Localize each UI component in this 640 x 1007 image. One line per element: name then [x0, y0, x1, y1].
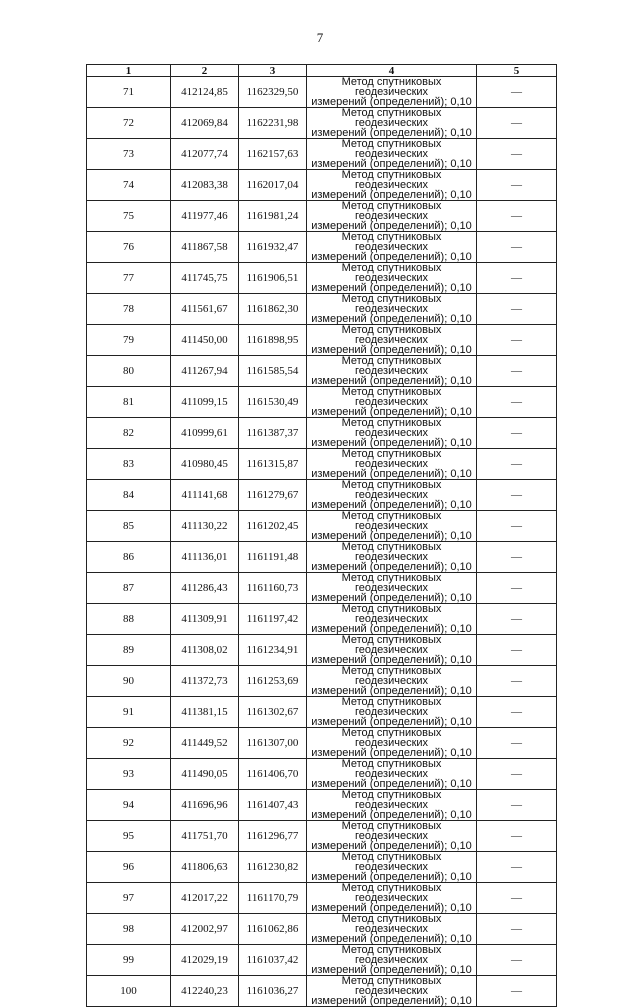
method-line-2: измерений (определений); 0,10 — [311, 158, 472, 170]
x-coordinate-cell: 411286,43 — [171, 573, 239, 604]
table-row — [87, 449, 557, 480]
x-coordinate-cell: 411867,58 — [171, 232, 239, 263]
point-number-cell: 82 — [87, 418, 171, 449]
x-coordinate-cell: 411490,05 — [171, 759, 239, 790]
table-row — [87, 573, 557, 604]
table-row — [87, 821, 557, 852]
x-coordinate-cell: 411806,63 — [171, 852, 239, 883]
method-line-2: измерений (определений); 0,10 — [311, 313, 472, 325]
x-coordinate-cell: 411696,96 — [171, 790, 239, 821]
method-line-2: измерений (определений); 0,10 — [311, 406, 472, 418]
note-cell: — — [477, 604, 557, 635]
note-cell: — — [477, 573, 557, 604]
method-line-2: измерений (определений); 0,10 — [311, 995, 472, 1007]
method-line-2: измерений (определений); 0,10 — [311, 561, 472, 573]
coordinates-table — [86, 64, 557, 1007]
method-line-2: измерений (определений); 0,10 — [311, 375, 472, 387]
y-coordinate-cell: 1162017,04 — [239, 170, 307, 201]
y-coordinate-cell: 1161406,70 — [239, 759, 307, 790]
note-cell: — — [477, 821, 557, 852]
note-cell: — — [477, 170, 557, 201]
y-coordinate-cell: 1161906,51 — [239, 263, 307, 294]
method-line-1: Метод спутниковых геодезических — [341, 541, 442, 563]
x-coordinate-cell: 410999,61 — [171, 418, 239, 449]
method-cell — [307, 263, 477, 294]
method-line-1: Метод спутниковых геодезических — [341, 944, 442, 966]
point-number-cell: 80 — [87, 356, 171, 387]
point-number-cell: 86 — [87, 542, 171, 573]
note-cell: — — [477, 449, 557, 480]
table-row — [87, 356, 557, 387]
table-row — [87, 759, 557, 790]
point-number-cell: 75 — [87, 201, 171, 232]
method-line-2: измерений (определений); 0,10 — [311, 654, 472, 666]
x-coordinate-cell: 411141,68 — [171, 480, 239, 511]
x-coordinate-cell: 412069,84 — [171, 108, 239, 139]
method-line-2: измерений (определений); 0,10 — [311, 127, 472, 139]
x-coordinate-cell: 412083,38 — [171, 170, 239, 201]
y-coordinate-cell: 1161407,43 — [239, 790, 307, 821]
method-line-1: Метод спутниковых геодезических — [341, 479, 442, 501]
y-coordinate-cell: 1161387,37 — [239, 418, 307, 449]
note-cell: — — [477, 294, 557, 325]
method-line-2: измерений (определений); 0,10 — [311, 282, 472, 294]
point-number-cell: 97 — [87, 883, 171, 914]
y-coordinate-cell: 1161307,00 — [239, 728, 307, 759]
table-row — [87, 666, 557, 697]
point-number-cell: 77 — [87, 263, 171, 294]
method-cell — [307, 77, 477, 108]
table-row — [87, 201, 557, 232]
method-line-2: измерений (определений); 0,10 — [311, 96, 472, 108]
method-cell — [307, 325, 477, 356]
point-number-cell: 91 — [87, 697, 171, 728]
note-cell: — — [477, 263, 557, 294]
table-row — [87, 604, 557, 635]
table-row — [87, 728, 557, 759]
y-coordinate-cell: 1161191,48 — [239, 542, 307, 573]
x-coordinate-cell: 412002,97 — [171, 914, 239, 945]
x-coordinate-cell: 411450,00 — [171, 325, 239, 356]
method-line-1: Метод спутниковых геодезических — [341, 634, 442, 656]
method-line-2: измерений (определений); 0,10 — [311, 592, 472, 604]
method-line-2: измерений (определений); 0,10 — [311, 902, 472, 914]
point-number-cell: 93 — [87, 759, 171, 790]
table-row — [87, 139, 557, 170]
point-number-cell: 87 — [87, 573, 171, 604]
point-number-cell: 85 — [87, 511, 171, 542]
y-coordinate-cell: 1161279,67 — [239, 480, 307, 511]
y-coordinate-cell: 1161981,24 — [239, 201, 307, 232]
table-row — [87, 480, 557, 511]
x-coordinate-cell: 411099,15 — [171, 387, 239, 418]
method-line-1: Метод спутниковых геодезических — [341, 355, 442, 377]
table-row — [87, 883, 557, 914]
point-number-cell: 74 — [87, 170, 171, 201]
point-number-cell: 79 — [87, 325, 171, 356]
header-col-1: 1 — [87, 65, 171, 77]
note-cell: — — [477, 666, 557, 697]
x-coordinate-cell: 410980,45 — [171, 449, 239, 480]
method-line-1: Метод спутниковых геодезических — [341, 231, 442, 253]
note-cell: — — [477, 697, 557, 728]
method-line-1: Метод спутниковых геодезических — [341, 572, 442, 594]
method-line-1: Метод спутниковых геодезических — [341, 603, 442, 625]
method-line-1: Метод спутниковых геодезических — [341, 696, 442, 718]
point-number-cell: 88 — [87, 604, 171, 635]
page-number: 7 — [316, 30, 324, 45]
table-row — [87, 294, 557, 325]
note-cell: — — [477, 976, 557, 1007]
method-cell — [307, 480, 477, 511]
method-line-2: измерений (определений); 0,10 — [311, 437, 472, 449]
x-coordinate-cell: 411267,94 — [171, 356, 239, 387]
method-line-2: измерений (определений); 0,10 — [311, 623, 472, 635]
method-line-1: Метод спутниковых геодезических — [341, 913, 442, 935]
method-line-2: измерений (определений); 0,10 — [311, 685, 472, 697]
method-line-1: Метод спутниковых геодезических — [341, 851, 442, 873]
y-coordinate-cell: 1161253,69 — [239, 666, 307, 697]
note-cell: — — [477, 418, 557, 449]
table-row — [87, 170, 557, 201]
method-line-1: Метод спутниковых геодезических — [341, 76, 442, 98]
method-line-1: Метод спутниковых геодезических — [341, 386, 442, 408]
method-cell — [307, 356, 477, 387]
point-number-cell: 81 — [87, 387, 171, 418]
method-line-1: Метод спутниковых геодезических — [341, 138, 442, 160]
method-line-1: Метод спутниковых геодезических — [341, 975, 442, 997]
method-line-1: Метод спутниковых геодезических — [341, 789, 442, 811]
method-line-1: Метод спутниковых геодезических — [341, 727, 442, 749]
method-line-2: измерений (определений); 0,10 — [311, 933, 472, 945]
method-cell — [307, 232, 477, 263]
method-cell — [307, 883, 477, 914]
point-number-cell: 95 — [87, 821, 171, 852]
table-row — [87, 945, 557, 976]
header-col-4: 4 — [307, 65, 477, 77]
note-cell: — — [477, 232, 557, 263]
method-cell — [307, 294, 477, 325]
header-col-3: 3 — [239, 65, 307, 77]
method-line-1: Метод спутниковых геодезических — [341, 293, 442, 315]
table-body — [87, 77, 557, 1007]
method-line-1: Метод спутниковых геодезических — [341, 820, 442, 842]
y-coordinate-cell: 1161530,49 — [239, 387, 307, 418]
note-cell: — — [477, 728, 557, 759]
table-row — [87, 418, 557, 449]
x-coordinate-cell: 411130,22 — [171, 511, 239, 542]
method-cell — [307, 604, 477, 635]
x-coordinate-cell: 411977,46 — [171, 201, 239, 232]
method-line-1: Метод спутниковых геодезических — [341, 665, 442, 687]
y-coordinate-cell: 1161230,82 — [239, 852, 307, 883]
method-cell — [307, 790, 477, 821]
method-line-2: измерений (определений); 0,10 — [311, 809, 472, 821]
point-number-cell: 78 — [87, 294, 171, 325]
note-cell: — — [477, 790, 557, 821]
method-line-1: Метод спутниковых геодезических — [341, 448, 442, 470]
note-cell: — — [477, 511, 557, 542]
method-cell — [307, 387, 477, 418]
table-header-row — [87, 65, 557, 77]
y-coordinate-cell: 1161296,77 — [239, 821, 307, 852]
method-line-1: Метод спутниковых геодезических — [341, 169, 442, 191]
y-coordinate-cell: 1161932,47 — [239, 232, 307, 263]
note-cell: — — [477, 139, 557, 170]
method-cell — [307, 542, 477, 573]
method-line-2: измерений (определений); 0,10 — [311, 251, 472, 263]
note-cell: — — [477, 914, 557, 945]
method-line-2: измерений (определений); 0,10 — [311, 468, 472, 480]
x-coordinate-cell: 411308,02 — [171, 635, 239, 666]
method-cell — [307, 852, 477, 883]
x-coordinate-cell: 411561,67 — [171, 294, 239, 325]
header-col-5: 5 — [477, 65, 557, 77]
y-coordinate-cell: 1161862,30 — [239, 294, 307, 325]
point-number-cell: 98 — [87, 914, 171, 945]
method-line-1: Метод спутниковых геодезических — [341, 417, 442, 439]
x-coordinate-cell: 411309,91 — [171, 604, 239, 635]
method-cell — [307, 914, 477, 945]
x-coordinate-cell: 412124,85 — [171, 77, 239, 108]
table-row — [87, 790, 557, 821]
y-coordinate-cell: 1161170,79 — [239, 883, 307, 914]
table-row — [87, 635, 557, 666]
x-coordinate-cell: 412017,22 — [171, 883, 239, 914]
y-coordinate-cell: 1161160,73 — [239, 573, 307, 604]
method-line-2: измерений (определений); 0,10 — [311, 871, 472, 883]
y-coordinate-cell: 1161037,42 — [239, 945, 307, 976]
method-cell — [307, 170, 477, 201]
method-line-2: измерений (определений); 0,10 — [311, 344, 472, 356]
method-cell — [307, 511, 477, 542]
point-number-cell: 96 — [87, 852, 171, 883]
point-number-cell: 94 — [87, 790, 171, 821]
table-row — [87, 511, 557, 542]
header-col-2: 2 — [171, 65, 239, 77]
table-row — [87, 542, 557, 573]
note-cell: — — [477, 201, 557, 232]
x-coordinate-cell: 412240,23 — [171, 976, 239, 1007]
table-row — [87, 263, 557, 294]
point-number-cell: 92 — [87, 728, 171, 759]
y-coordinate-cell: 1161036,27 — [239, 976, 307, 1007]
method-cell — [307, 821, 477, 852]
method-cell — [307, 449, 477, 480]
y-coordinate-cell: 1161585,54 — [239, 356, 307, 387]
note-cell: — — [477, 480, 557, 511]
x-coordinate-cell: 412029,19 — [171, 945, 239, 976]
method-cell — [307, 945, 477, 976]
note-cell: — — [477, 883, 557, 914]
y-coordinate-cell: 1161898,95 — [239, 325, 307, 356]
method-cell — [307, 666, 477, 697]
method-line-1: Метод спутниковых геодезических — [341, 882, 442, 904]
table-row — [87, 232, 557, 263]
note-cell: — — [477, 387, 557, 418]
method-cell — [307, 728, 477, 759]
point-number-cell: 76 — [87, 232, 171, 263]
y-coordinate-cell: 1162329,50 — [239, 77, 307, 108]
method-cell — [307, 573, 477, 604]
y-coordinate-cell: 1162231,98 — [239, 108, 307, 139]
method-line-2: измерений (определений); 0,10 — [311, 530, 472, 542]
y-coordinate-cell: 1161315,87 — [239, 449, 307, 480]
note-cell: — — [477, 852, 557, 883]
method-line-2: измерений (определений); 0,10 — [311, 747, 472, 759]
method-line-1: Метод спутниковых геодезических — [341, 758, 442, 780]
method-cell — [307, 759, 477, 790]
note-cell: — — [477, 108, 557, 139]
point-number-cell: 84 — [87, 480, 171, 511]
method-line-1: Метод спутниковых геодезических — [341, 324, 442, 346]
y-coordinate-cell: 1161062,86 — [239, 914, 307, 945]
note-cell: — — [477, 325, 557, 356]
method-line-1: Метод спутниковых геодезических — [341, 200, 442, 222]
x-coordinate-cell: 411372,73 — [171, 666, 239, 697]
method-line-2: измерений (определений); 0,10 — [311, 964, 472, 976]
point-number-cell: 73 — [87, 139, 171, 170]
point-number-cell: 71 — [87, 77, 171, 108]
note-cell: — — [477, 77, 557, 108]
point-number-cell: 100 — [87, 976, 171, 1007]
method-cell — [307, 108, 477, 139]
method-line-2: измерений (определений); 0,10 — [311, 220, 472, 232]
method-line-1: Метод спутниковых геодезических — [341, 107, 442, 129]
y-coordinate-cell: 1161234,91 — [239, 635, 307, 666]
method-cell — [307, 139, 477, 170]
point-number-cell: 83 — [87, 449, 171, 480]
method-line-2: измерений (определений); 0,10 — [311, 499, 472, 511]
x-coordinate-cell: 411136,01 — [171, 542, 239, 573]
method-line-2: измерений (определений); 0,10 — [311, 840, 472, 852]
method-cell — [307, 201, 477, 232]
note-cell: — — [477, 542, 557, 573]
x-coordinate-cell: 411381,15 — [171, 697, 239, 728]
table-row — [87, 108, 557, 139]
point-number-cell: 90 — [87, 666, 171, 697]
method-line-1: Метод спутниковых геодезических — [341, 510, 442, 532]
table-row — [87, 976, 557, 1007]
y-coordinate-cell: 1161197,42 — [239, 604, 307, 635]
x-coordinate-cell: 411751,70 — [171, 821, 239, 852]
x-coordinate-cell: 411449,52 — [171, 728, 239, 759]
table-row — [87, 387, 557, 418]
method-cell — [307, 418, 477, 449]
table-row — [87, 852, 557, 883]
point-number-cell: 72 — [87, 108, 171, 139]
note-cell: — — [477, 759, 557, 790]
method-cell — [307, 697, 477, 728]
method-cell — [307, 635, 477, 666]
y-coordinate-cell: 1161202,45 — [239, 511, 307, 542]
note-cell: — — [477, 356, 557, 387]
point-number-cell: 89 — [87, 635, 171, 666]
table-row — [87, 697, 557, 728]
method-line-2: измерений (определений); 0,10 — [311, 716, 472, 728]
method-line-1: Метод спутниковых геодезических — [341, 262, 442, 284]
method-cell — [307, 976, 477, 1007]
point-number-cell: 99 — [87, 945, 171, 976]
table-row — [87, 325, 557, 356]
x-coordinate-cell: 411745,75 — [171, 263, 239, 294]
x-coordinate-cell: 412077,74 — [171, 139, 239, 170]
method-line-2: измерений (определений); 0,10 — [311, 778, 472, 790]
method-line-2: измерений (определений); 0,10 — [311, 189, 472, 201]
table-row — [87, 914, 557, 945]
y-coordinate-cell: 1162157,63 — [239, 139, 307, 170]
table-row — [87, 77, 557, 108]
note-cell: — — [477, 635, 557, 666]
y-coordinate-cell: 1161302,67 — [239, 697, 307, 728]
note-cell: — — [477, 945, 557, 976]
